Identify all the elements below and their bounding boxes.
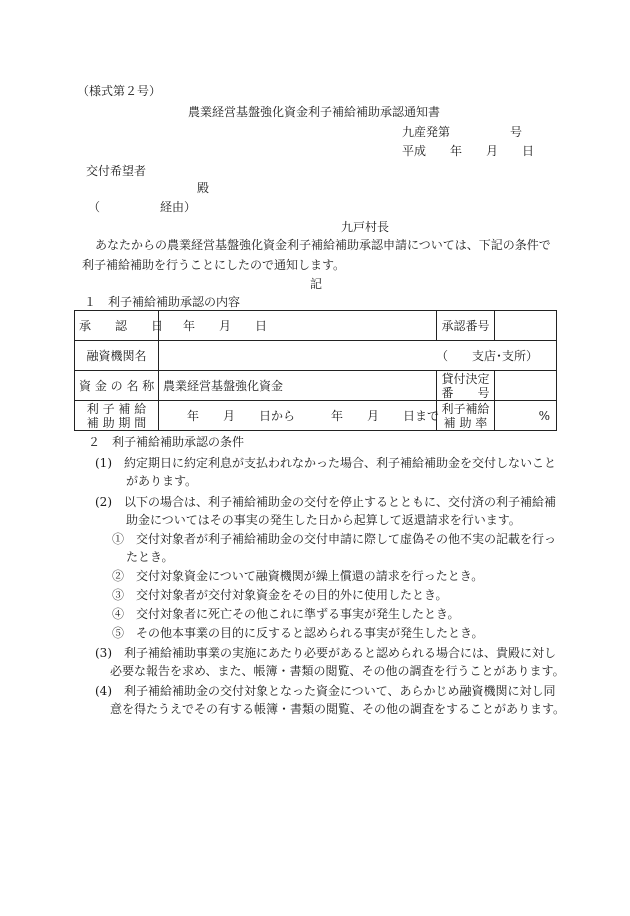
table-row	[75, 371, 557, 401]
approval-number-value	[495, 311, 557, 341]
subsidy-period-label	[75, 401, 159, 431]
approval-number-label: 承認番号	[437, 311, 495, 341]
loan-decision-number-label	[437, 371, 495, 401]
condition-3-line-1: (3) 利子補給補助事業の実施にあたり必要があると認められる場合には、貴殿に対し	[95, 646, 557, 660]
table-row	[75, 401, 557, 431]
condition-1-line-1: (1) 約定期日に約定利息が支払われなかった場合、利子補給補助金を交付しないこと	[95, 456, 557, 470]
sub-condition-2: ② 交付対象資金について融資機関が繰上償還の請求を行ったとき。	[112, 569, 484, 583]
loan-decision-number-value	[495, 371, 557, 401]
reference-number: 九産発第 号	[402, 125, 523, 139]
lender-name-label: 融資機関名	[75, 341, 159, 371]
fund-name-value: 農業経営基盤強化資金	[159, 371, 437, 401]
subsidy-rate-value: %	[495, 401, 557, 431]
ki-heading: 記	[310, 277, 323, 291]
condition-3-line-2: 必要な報告を求め、また、帳簿・書類の閲覧、その他の調査を行うことがあります。	[110, 664, 565, 678]
condition-4-line-2: 意を得たうえでその有する帳簿・書類の閲覧、その他の調査をすることがあります。	[110, 702, 566, 716]
sub-condition-4: ④ 交付対象者に死亡その他これに準ずる事実が発生したとき。	[112, 607, 460, 621]
issue-date: 平成 年 月 日	[402, 144, 535, 158]
via-line: （ 経由）	[88, 200, 197, 214]
approval-date-value: 年 月 日	[159, 311, 437, 341]
honorific-dono: 殿	[197, 181, 210, 195]
document-title: 農業経営基盤強化資金利子補給補助承認通知書	[188, 105, 441, 119]
recipient-label: 交付希望者	[86, 164, 147, 178]
subsidy-rate-label-line-1: 利子補給	[441, 401, 490, 416]
issuer-name: 九戸村長	[341, 220, 390, 234]
subsidy-period-value: 年 月 日から 年 月 日まで	[159, 401, 437, 431]
subsidy-period-label-line-2: 補 助 期 間	[86, 415, 147, 430]
sub-condition-5: ⑤ その他本事業の目的に反すると認められる事実が発生したとき。	[112, 626, 484, 640]
subsidy-rate-label-line-2: 補 助 率	[443, 415, 488, 430]
approval-date-label: 承 認 日	[75, 311, 159, 341]
body-text-line-1: あなたからの農業経営基盤強化資金利子補給補助承認申請については、下記の条件で	[95, 238, 551, 252]
sub-condition-1-line-2: たとき。	[126, 550, 174, 564]
table-row	[75, 311, 557, 341]
lender-name-value: （ 支店･支所）	[159, 341, 557, 371]
condition-2-line-1: (2) 以下の場合は、利子補給補助金の交付を停止するとともに、交付済の利子補給補	[95, 495, 557, 509]
sub-condition-1-line-1: ① 交付対象者が利子補給補助金の交付申請に際して虚偽その他不実の記載を行っ	[112, 532, 557, 546]
body-text-line-2: 利子補給補助を行うことにしたので通知します。	[82, 258, 346, 272]
subsidy-period-label-line-1: 利 子 補 給	[86, 401, 147, 416]
loan-decision-label-line-1: 貸付決定	[441, 371, 490, 386]
fund-name-label: 資 金 の 名 称	[75, 371, 159, 401]
form-number: （様式第２号）	[77, 84, 162, 98]
section-2-heading: ２ 利子補給補助承認の条件	[88, 435, 245, 449]
condition-2-line-2: 助金についてはその事実の発生した日から起算して返還請求を行います。	[126, 513, 521, 527]
section-1-heading: １ 利子補給補助承認の内容	[84, 295, 241, 309]
loan-decision-label-line-2: 番 号	[441, 385, 490, 400]
approval-details-table	[74, 310, 557, 431]
sub-condition-3: ③ 交付対象者が交付対象資金をその目的外に使用したとき。	[112, 588, 448, 602]
subsidy-rate-label	[437, 401, 495, 431]
table-row	[75, 341, 557, 371]
condition-4-line-1: (4) 利子補給補助金の交付対象となった資金について、あらかじめ融資機関に対し同	[95, 684, 556, 698]
condition-1-line-2: があります。	[126, 474, 198, 488]
